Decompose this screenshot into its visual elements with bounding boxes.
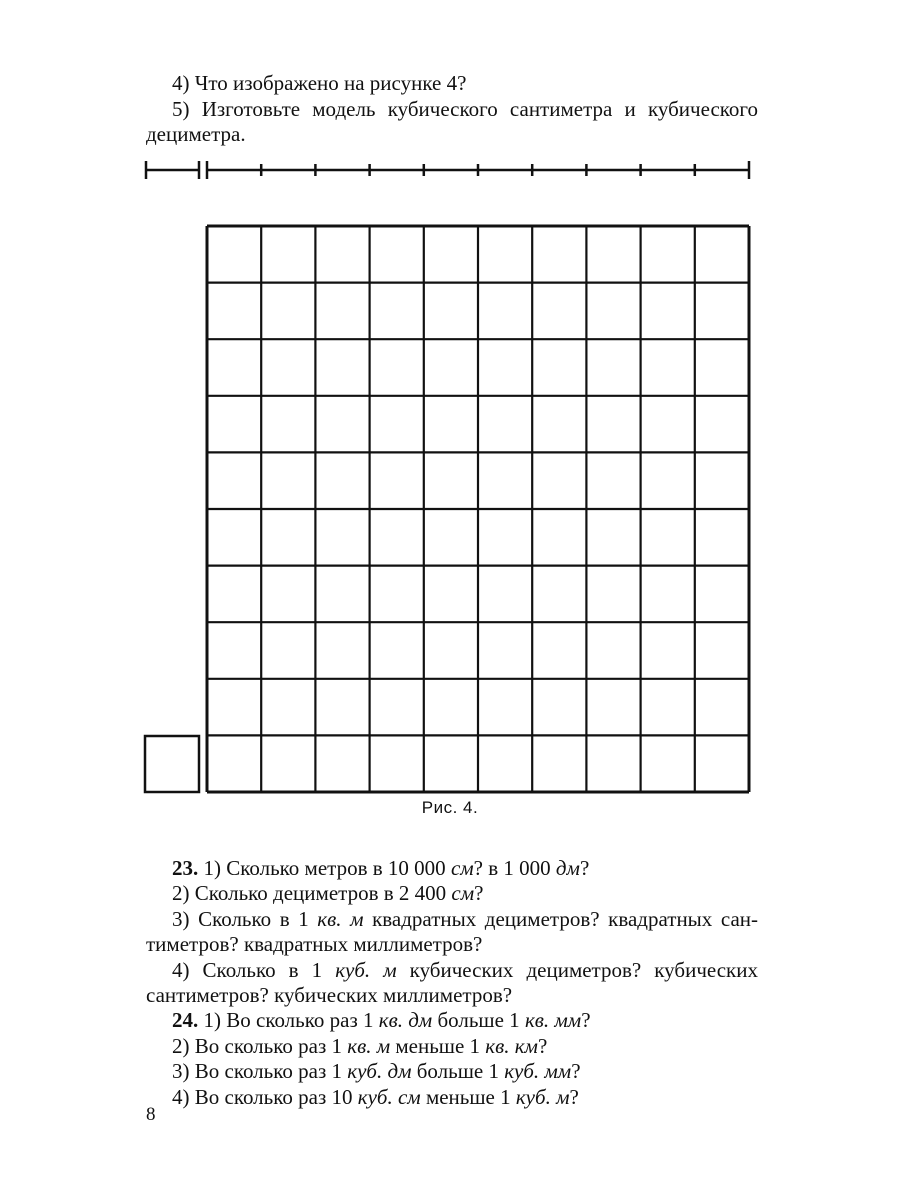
- text: ? в 1 000: [473, 856, 556, 880]
- task23-item4-line2: сантиметров? кубических миллиметров?: [146, 983, 513, 1007]
- text: меньше 1: [420, 1085, 516, 1109]
- unit: куб. мм: [504, 1059, 572, 1083]
- text: больше 1: [432, 1008, 525, 1032]
- unit: куб. м: [515, 1085, 570, 1109]
- task24-item3: [172, 1058, 581, 1084]
- unit: кв. м: [347, 1034, 391, 1058]
- text: ?: [581, 1008, 591, 1032]
- task23-item4-line1: [172, 957, 758, 983]
- task23-item3-line2: тиметров? квадратных миллиметров?: [146, 932, 483, 956]
- task24-number: 24.: [172, 1008, 199, 1032]
- text: 2) Сколько дециметров в 2 400: [172, 881, 452, 905]
- text: меньше 1: [390, 1034, 486, 1058]
- text: 3) Во сколько раз 1: [172, 1059, 348, 1083]
- unit: куб. дм: [347, 1059, 412, 1083]
- text: ?: [571, 1059, 581, 1083]
- text: 1) Сколько метров в 10 000: [203, 856, 451, 880]
- task23-item1: [172, 855, 589, 881]
- task24-item2: [172, 1033, 547, 1059]
- task22-item5-line2: дециметра.: [146, 122, 246, 146]
- figure-caption: Рис. 4.: [421, 798, 479, 817]
- text: кубических дециметров? кубических: [396, 958, 758, 982]
- text: 2) Во сколько раз 1: [172, 1034, 348, 1058]
- text: ?: [537, 1034, 548, 1058]
- unit: см: [451, 881, 475, 905]
- text: квадратных дециметров? квадратных сан-: [363, 907, 758, 931]
- text: 4) Сколько в 1: [172, 958, 336, 982]
- task23-item2: [172, 880, 483, 906]
- unit: кв. мм: [524, 1008, 582, 1032]
- text: ?: [474, 881, 484, 905]
- text: 3) Сколько в 1: [172, 907, 318, 931]
- task23-item3-line1: [172, 906, 758, 932]
- task22-item5-line1: 5) Изготовьте модель кубического сантиметра и кубического: [172, 97, 758, 121]
- text: ?: [579, 856, 590, 880]
- unit: куб. см: [357, 1085, 421, 1109]
- text: ?: [569, 1085, 579, 1109]
- page-number: 8: [146, 1104, 156, 1125]
- task22-item4: 4) Что изображено на рисунке 4?: [172, 71, 467, 95]
- unit: кв. м: [317, 907, 364, 931]
- task24-item1: [172, 1007, 591, 1033]
- task24-item4: [172, 1084, 579, 1110]
- text: 4) Во сколько раз 10: [172, 1085, 358, 1109]
- unit: кв. дм: [378, 1008, 433, 1032]
- unit: куб. м: [335, 958, 397, 982]
- task23-number: 23.: [172, 856, 199, 880]
- text: больше 1: [411, 1059, 505, 1083]
- small-square: [145, 736, 199, 792]
- unit: кв. км: [485, 1034, 538, 1058]
- unit: см: [450, 856, 474, 880]
- text: 1) Во сколько раз 1: [203, 1008, 379, 1032]
- unit: дм: [555, 856, 580, 880]
